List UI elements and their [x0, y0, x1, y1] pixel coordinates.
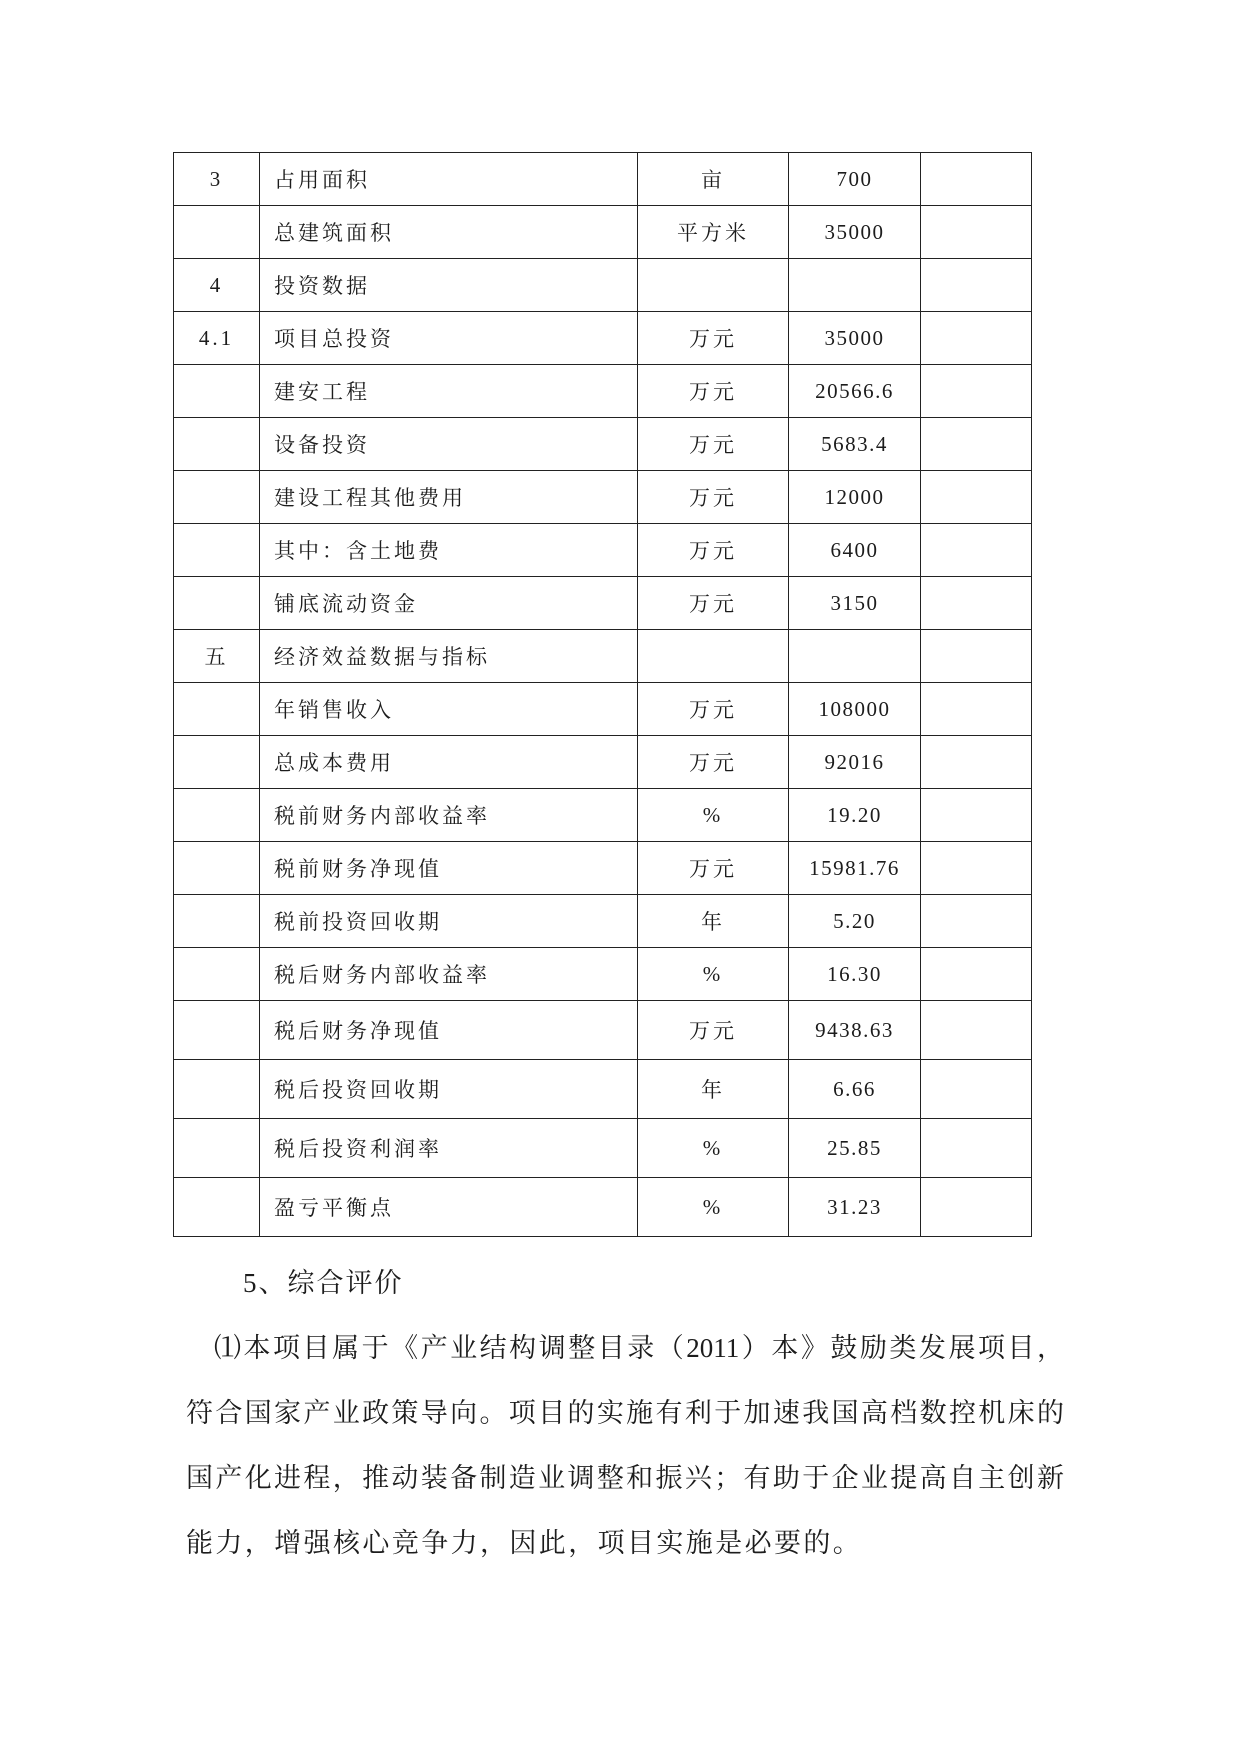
paragraph-line: 国产化进程，推动装备制造业调整和振兴；有助于企业提高自主创新	[186, 1463, 1064, 1493]
item-name-cell: 总建筑面积	[260, 206, 638, 259]
row-number-cell	[174, 365, 260, 418]
value-cell: 6400	[789, 524, 921, 577]
unit-cell: 万元	[638, 365, 789, 418]
table-row	[174, 789, 1032, 842]
unit-cell: 万元	[638, 524, 789, 577]
unit-cell: 万元	[638, 1001, 789, 1060]
remark-cell	[921, 683, 1032, 736]
item-name-cell: 建设工程其他费用	[260, 471, 638, 524]
unit-cell: %	[638, 948, 789, 1001]
value-cell	[789, 259, 921, 312]
item-name-cell: 占用面积	[260, 153, 638, 206]
item-name-cell: 税前财务内部收益率	[260, 789, 638, 842]
table-row	[174, 418, 1032, 471]
item-name-cell: 税后投资利润率	[260, 1119, 638, 1178]
row-number-cell: 4	[174, 259, 260, 312]
value-cell: 20566.6	[789, 365, 921, 418]
remark-cell	[921, 577, 1032, 630]
table-row	[174, 153, 1032, 206]
value-cell: 12000	[789, 471, 921, 524]
row-number-cell: 五	[174, 630, 260, 683]
indicator-table	[173, 152, 1032, 1237]
value-cell: 19.20	[789, 789, 921, 842]
remark-cell	[921, 789, 1032, 842]
table-row	[174, 842, 1032, 895]
paragraph-line: 能力，增强核心竞争力，因此，项目实施是必要的。	[186, 1528, 863, 1558]
row-number-cell	[174, 577, 260, 630]
remark-cell	[921, 206, 1032, 259]
row-number-cell	[174, 736, 260, 789]
row-number-cell	[174, 1119, 260, 1178]
remark-cell	[921, 153, 1032, 206]
item-name-cell: 盈亏平衡点	[260, 1178, 638, 1237]
value-cell: 35000	[789, 312, 921, 365]
remark-cell	[921, 948, 1032, 1001]
unit-cell: 万元	[638, 736, 789, 789]
value-cell: 5683.4	[789, 418, 921, 471]
remark-cell	[921, 630, 1032, 683]
value-cell: 31.23	[789, 1178, 921, 1237]
item-name-cell: 设备投资	[260, 418, 638, 471]
item-name-cell: 年销售收入	[260, 683, 638, 736]
remark-cell	[921, 259, 1032, 312]
paragraph-line: 符合国家产业政策导向。项目的实施有利于加速我国高档数控机床的	[186, 1398, 1064, 1428]
row-number-cell	[174, 683, 260, 736]
value-cell: 5.20	[789, 895, 921, 948]
table-row	[174, 1178, 1032, 1237]
remark-cell	[921, 1001, 1032, 1060]
table-row	[174, 736, 1032, 789]
unit-cell: %	[638, 1178, 789, 1237]
remark-cell	[921, 1178, 1032, 1237]
row-number-cell	[174, 471, 260, 524]
unit-cell: 年	[638, 1060, 789, 1119]
unit-cell: 万元	[638, 683, 789, 736]
value-cell: 16.30	[789, 948, 921, 1001]
item-name-cell: 税后财务净现值	[260, 1001, 638, 1060]
table-row	[174, 683, 1032, 736]
table-row	[174, 630, 1032, 683]
remark-cell	[921, 418, 1032, 471]
table-row	[174, 471, 1032, 524]
unit-cell: %	[638, 1119, 789, 1178]
row-number-cell	[174, 842, 260, 895]
value-cell: 15981.76	[789, 842, 921, 895]
table-row	[174, 948, 1032, 1001]
section-heading: 5、综合评价	[243, 1268, 404, 1298]
row-number-cell	[174, 418, 260, 471]
remark-cell	[921, 524, 1032, 577]
item-name-cell: 建安工程	[260, 365, 638, 418]
item-name-cell: 税后投资回收期	[260, 1060, 638, 1119]
remark-cell	[921, 312, 1032, 365]
item-name-cell: 其中：含土地费	[260, 524, 638, 577]
value-cell: 108000	[789, 683, 921, 736]
unit-cell	[638, 259, 789, 312]
row-number-cell	[174, 1178, 260, 1237]
table-row	[174, 206, 1032, 259]
item-name-cell: 投资数据	[260, 259, 638, 312]
item-name-cell: 经济效益数据与指标	[260, 630, 638, 683]
unit-cell: 万元	[638, 471, 789, 524]
remark-cell	[921, 471, 1032, 524]
unit-cell	[638, 630, 789, 683]
value-cell: 700	[789, 153, 921, 206]
table-row	[174, 1001, 1032, 1060]
value-cell: 9438.63	[789, 1001, 921, 1060]
row-number-cell	[174, 1001, 260, 1060]
row-number-cell	[174, 948, 260, 1001]
table-row	[174, 524, 1032, 577]
unit-cell: 万元	[638, 312, 789, 365]
unit-cell: 年	[638, 895, 789, 948]
value-cell	[789, 630, 921, 683]
remark-cell	[921, 1060, 1032, 1119]
item-name-cell: 税前投资回收期	[260, 895, 638, 948]
row-number-cell: 4.1	[174, 312, 260, 365]
remark-cell	[921, 842, 1032, 895]
value-cell: 3150	[789, 577, 921, 630]
row-number-cell	[174, 1060, 260, 1119]
remark-cell	[921, 895, 1032, 948]
unit-cell: 万元	[638, 577, 789, 630]
table-row	[174, 1060, 1032, 1119]
table-row	[174, 312, 1032, 365]
unit-cell: %	[638, 789, 789, 842]
unit-cell: 万元	[638, 418, 789, 471]
item-name-cell: 铺底流动资金	[260, 577, 638, 630]
item-name-cell: 税后财务内部收益率	[260, 948, 638, 1001]
row-number-cell	[174, 206, 260, 259]
value-cell: 6.66	[789, 1060, 921, 1119]
unit-cell: 平方米	[638, 206, 789, 259]
table-row	[174, 259, 1032, 312]
value-cell: 35000	[789, 206, 921, 259]
remark-cell	[921, 365, 1032, 418]
table-row	[174, 895, 1032, 948]
item-name-cell: 总成本费用	[260, 736, 638, 789]
table-row	[174, 577, 1032, 630]
unit-cell: 万元	[638, 842, 789, 895]
row-number-cell	[174, 895, 260, 948]
row-number-cell	[174, 524, 260, 577]
item-name-cell: 税前财务净现值	[260, 842, 638, 895]
indicator-table-body	[174, 153, 1032, 1237]
remark-cell	[921, 736, 1032, 789]
value-cell: 25.85	[789, 1119, 921, 1178]
row-number-cell: 3	[174, 153, 260, 206]
unit-cell: 亩	[638, 153, 789, 206]
row-number-cell	[174, 789, 260, 842]
table-row	[174, 1119, 1032, 1178]
paragraph-line: ⑴本项目属于《产业结构调整目录（2011）本》鼓励类发展项目，	[214, 1333, 1064, 1363]
table-row	[174, 365, 1032, 418]
item-name-cell: 项目总投资	[260, 312, 638, 365]
remark-cell	[921, 1119, 1032, 1178]
value-cell: 92016	[789, 736, 921, 789]
